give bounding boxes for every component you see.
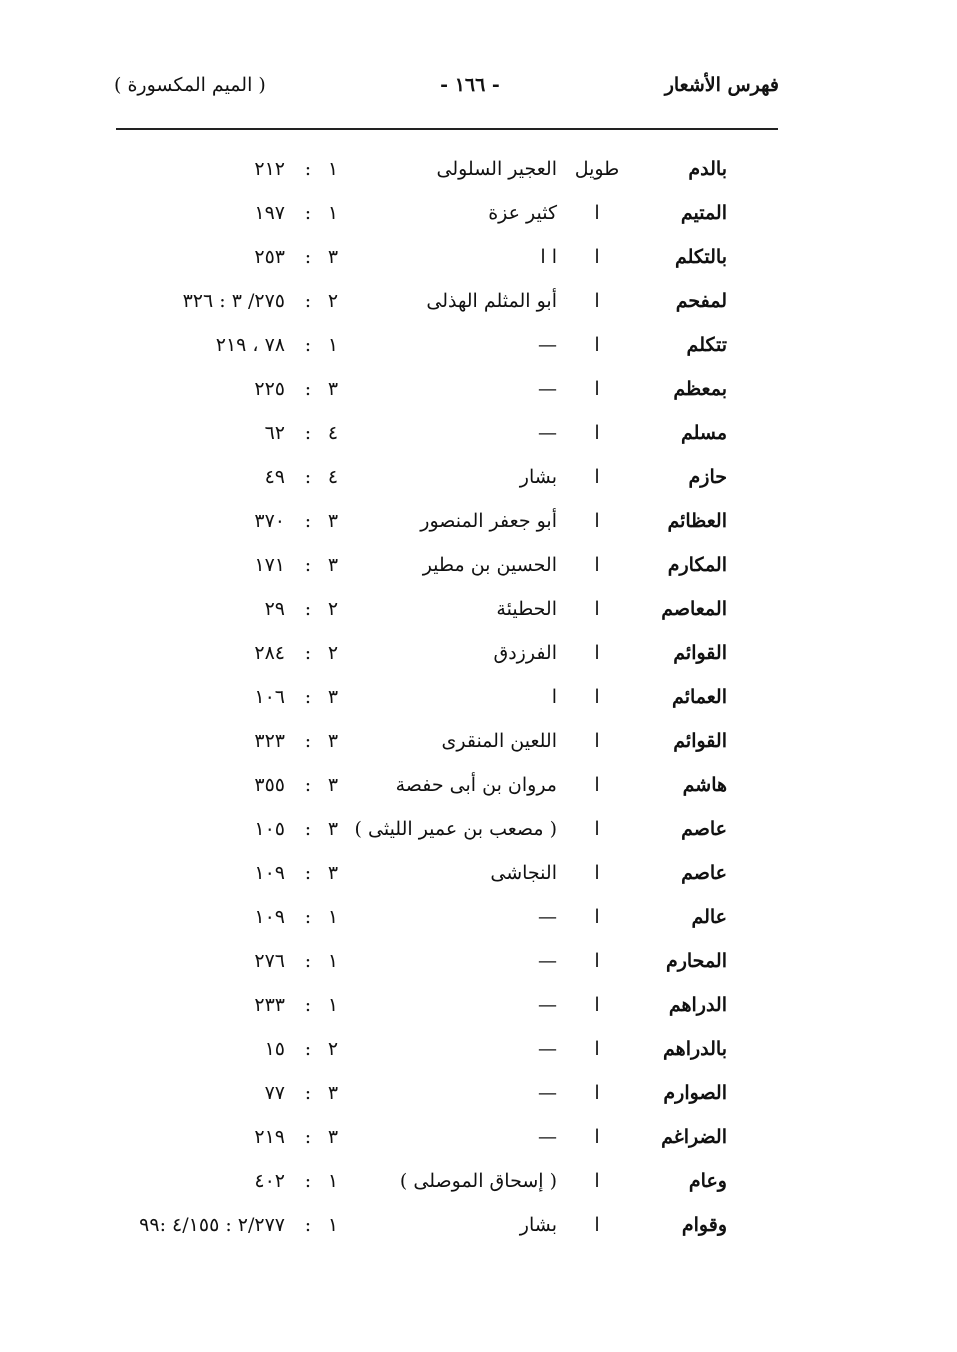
separator: : (304, 1126, 312, 1148)
verse-count: ١ (327, 950, 339, 972)
meter: ا (594, 422, 600, 444)
index-row (0, 370, 957, 414)
rhyme-word: لمفحم (675, 290, 727, 312)
meter: طويل (574, 158, 620, 180)
rhyme-word: بمعظم (673, 378, 727, 400)
rhyme-word: بالتكلم (674, 246, 727, 268)
index-row (0, 854, 957, 898)
meter: ا (594, 774, 600, 796)
meter: ا (594, 950, 600, 972)
separator: : (304, 202, 312, 224)
separator: : (304, 1170, 312, 1192)
index-row (0, 942, 957, 986)
meter: ا (594, 730, 600, 752)
meter: ا (594, 906, 600, 928)
poet-name: — (538, 1038, 557, 1060)
rhyme-word: القوائم (673, 730, 727, 752)
poet-name: العجير السلولى (436, 158, 557, 180)
poet-name: — (538, 1082, 557, 1104)
meter: ا (594, 1126, 600, 1148)
verse-count: ٤ (327, 466, 339, 488)
page-reference: ٦٢ (264, 422, 285, 444)
separator: : (304, 642, 312, 664)
rhyme-word: حازم (688, 466, 727, 488)
page-reference: ٢٧٥/ ٣ : ٣٢٦ (182, 290, 285, 312)
page-reference: ١٥ (264, 1038, 285, 1060)
meter: ا (594, 1038, 600, 1060)
meter: ا (594, 818, 600, 840)
page-reference: ٤٩ (264, 466, 285, 488)
page-reference: ٢٩ (264, 598, 285, 620)
separator: : (304, 378, 312, 400)
verse-count: ٢ (327, 1038, 339, 1060)
poet-name: بشار (519, 1214, 557, 1236)
verse-count: ٣ (327, 686, 339, 708)
meter: ا (594, 1082, 600, 1104)
separator: : (304, 1082, 312, 1104)
verse-count: ١ (327, 334, 339, 356)
meter: ا (594, 642, 600, 664)
verse-count: ٣ (327, 554, 339, 576)
rhyme-word: وعام (688, 1170, 727, 1192)
page-reference: ٣٧٠ (254, 510, 285, 532)
index-row (0, 898, 957, 942)
separator: : (304, 730, 312, 752)
verse-count: ٢ (327, 642, 339, 664)
page-reference: ٣٥٥ (254, 774, 285, 796)
poet-name: كثير عزة (488, 202, 557, 224)
page-reference: ٤٠٢ (254, 1170, 285, 1192)
page-reference: ١٠٥ (254, 818, 285, 840)
rhyme-word: مسلم (680, 422, 727, 444)
poet-name: — (538, 378, 557, 400)
rhyme-word: المحارم (665, 950, 727, 972)
page-reference: ٧٨ ، ٢١٩ (215, 334, 285, 356)
header-rule (116, 128, 778, 130)
rhyme-word: عالم (691, 906, 727, 928)
rhyme-word: عاصم (681, 818, 727, 840)
index-row (0, 414, 957, 458)
index-row (0, 1118, 957, 1162)
rhyme-word: العمائم (672, 686, 727, 708)
index-row (0, 458, 957, 502)
verse-count: ١ (327, 1170, 339, 1192)
index-row (0, 1030, 957, 1074)
page-reference: ٢١٩ (254, 1126, 285, 1148)
verse-count: ٢ (327, 290, 339, 312)
poet-name: أبو المثلم الهذلى (426, 290, 557, 312)
rhyme-word: العظائم (667, 510, 727, 532)
separator: : (304, 510, 312, 532)
page-reference: ١٩٧ (254, 202, 285, 224)
index-row (0, 282, 957, 326)
separator: : (304, 1214, 312, 1236)
rhyme-word: القوائم (673, 642, 727, 664)
meter: ا (594, 466, 600, 488)
poet-name: الحطيئة (496, 598, 557, 620)
verse-count: ٢ (327, 598, 339, 620)
verse-count: ١ (327, 994, 339, 1016)
meter: ا (594, 994, 600, 1016)
separator: : (304, 686, 312, 708)
verse-count: ١ (327, 1214, 339, 1236)
rhyme-word: الضراغم (661, 1126, 727, 1148)
meter: ا (594, 246, 600, 268)
meter: ا (594, 378, 600, 400)
poet-name: بشار (519, 466, 557, 488)
index-title: فهرس الأشعار (664, 74, 779, 96)
rhyme-word: المكارم (667, 554, 727, 576)
poet-name: أبو جعفر المنصور (420, 510, 557, 532)
meter: ا (594, 554, 600, 576)
rhyme-word: تتكلم (686, 334, 727, 356)
page-reference: ٧٧ (264, 1082, 285, 1104)
rhyme-word: المعاصم (661, 598, 727, 620)
poet-name: الحسين بن مطير (422, 554, 557, 576)
page-reference: ٣٢٣ (254, 730, 285, 752)
section-title: ( الميم المكسورة ) (114, 74, 266, 96)
meter: ا (594, 202, 600, 224)
index-row (0, 150, 957, 194)
index-row (0, 986, 957, 1030)
meter: ا (594, 862, 600, 884)
separator: : (304, 774, 312, 796)
index-row (0, 766, 957, 810)
poet-name: — (538, 994, 557, 1016)
rhyme-word: الصوارم (663, 1082, 727, 1104)
index-row (0, 326, 957, 370)
separator: : (304, 598, 312, 620)
verse-count: ٣ (327, 246, 339, 268)
verse-count: ١ (327, 906, 339, 928)
separator: : (304, 554, 312, 576)
meter: ا (594, 1214, 600, 1236)
separator: : (304, 422, 312, 444)
verse-count: ٣ (327, 1126, 339, 1148)
verse-count: ١ (327, 202, 339, 224)
meter: ا (594, 334, 600, 356)
index-row (0, 810, 957, 854)
index-row (0, 1206, 957, 1250)
rhyme-word: بالدراهم (663, 1038, 727, 1060)
index-row (0, 678, 957, 722)
meter: ا (594, 598, 600, 620)
index-row (0, 1162, 957, 1206)
separator: : (304, 1038, 312, 1060)
rhyme-word: هاشم (682, 774, 727, 796)
poet-name: — (538, 334, 557, 356)
separator: : (304, 818, 312, 840)
page-reference: ٢٢٥ (254, 378, 285, 400)
rhyme-word: وقوام (681, 1214, 727, 1236)
separator: : (304, 334, 312, 356)
index-row (0, 546, 957, 590)
separator: : (304, 862, 312, 884)
poet-name: — (538, 906, 557, 928)
meter: ا (594, 510, 600, 532)
page-reference: ١٠٩ (254, 862, 285, 884)
poet-name: ( إسحاق الموصلى ) (399, 1170, 557, 1192)
verse-count: ٣ (327, 378, 339, 400)
poet-name: الفرزدق (493, 642, 557, 664)
verse-count: ٣ (327, 818, 339, 840)
separator: : (304, 906, 312, 928)
separator: : (304, 994, 312, 1016)
separator: : (304, 950, 312, 972)
separator: : (304, 290, 312, 312)
index-row (0, 590, 957, 634)
page-number: - ١٦٦ - (440, 74, 500, 96)
poet-name: — (538, 950, 557, 972)
meter: ا (594, 686, 600, 708)
index-row (0, 722, 957, 766)
page-header (0, 74, 957, 110)
meter: ا (594, 1170, 600, 1192)
poet-name: اللعين المنقرى (441, 730, 557, 752)
page-reference: ٢/٢٧٧ : ٤/١٥٥ :٩٩ (139, 1214, 285, 1236)
index-row (0, 502, 957, 546)
index-row (0, 238, 957, 282)
separator: : (304, 466, 312, 488)
rhyme-word: بالدم (688, 158, 727, 180)
page-reference: ٢٧٦ (254, 950, 285, 972)
poet-name: ( مصعب بن عمير الليثى ) (354, 818, 557, 840)
index-table (0, 150, 957, 1250)
poet-name: — (538, 422, 557, 444)
rhyme-word: عاصم (681, 862, 727, 884)
page-reference: ١٧١ (254, 554, 285, 576)
page-reference: ١٠٦ (254, 686, 285, 708)
meter: ا (594, 290, 600, 312)
poet-name: ا ا (540, 246, 557, 268)
index-row (0, 194, 957, 238)
poet-name: النجاشى (490, 862, 557, 884)
verse-count: ٣ (327, 774, 339, 796)
index-row (0, 1074, 957, 1118)
poet-name: — (538, 1126, 557, 1148)
verse-count: ٣ (327, 510, 339, 532)
verse-count: ٣ (327, 730, 339, 752)
index-row (0, 634, 957, 678)
page-reference: ١٠٩ (254, 906, 285, 928)
page-reference: ٢٥٣ (254, 246, 285, 268)
poet-name: ا (551, 686, 557, 708)
separator: : (304, 158, 312, 180)
page-reference: ٢١٢ (254, 158, 285, 180)
page-reference: ٢٨٤ (254, 642, 285, 664)
verse-count: ٣ (327, 1082, 339, 1104)
separator: : (304, 246, 312, 268)
rhyme-word: الدراهم (668, 994, 727, 1016)
poet-name: مروان بن أبى حفصة (395, 774, 557, 796)
verse-count: ١ (327, 158, 339, 180)
verse-count: ٤ (327, 422, 339, 444)
rhyme-word: المتيم (680, 202, 727, 224)
page-reference: ٢٣٣ (254, 994, 285, 1016)
verse-count: ٣ (327, 862, 339, 884)
